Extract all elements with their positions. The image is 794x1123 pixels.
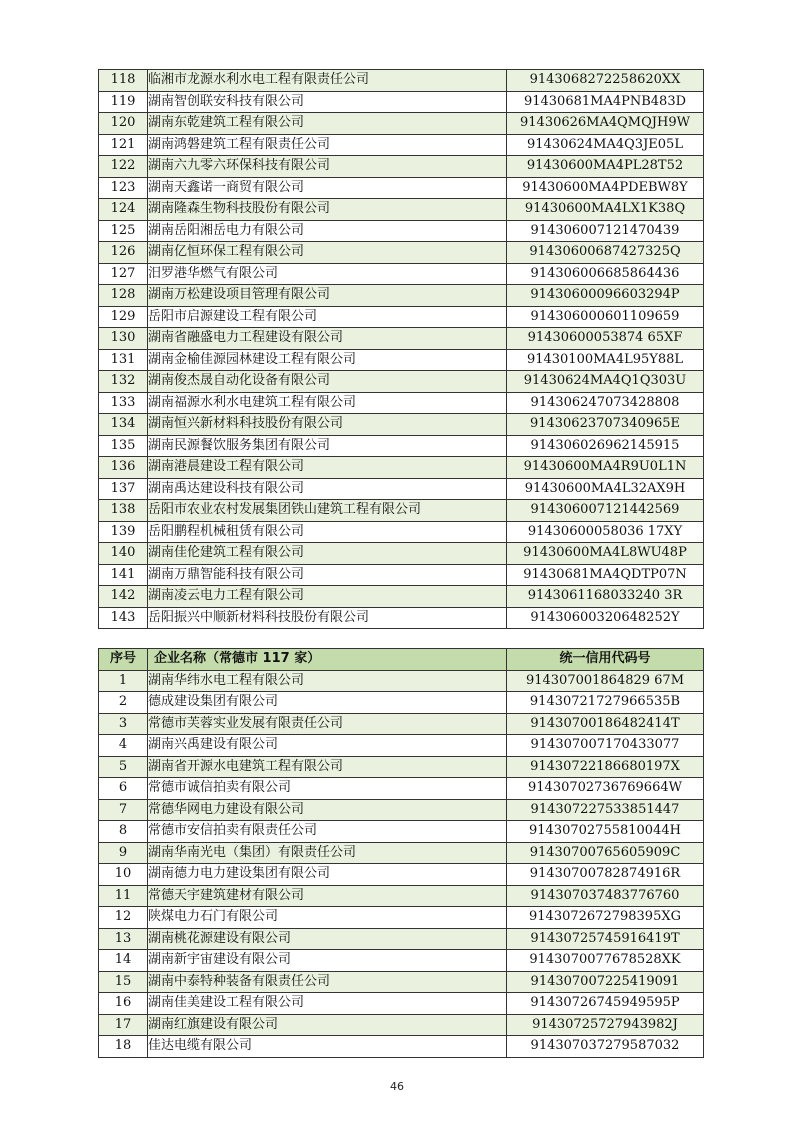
credit-code-cell: 91430600MA4PDEBW8Y	[507, 177, 704, 199]
credit-code-cell: 914307227533851447	[507, 799, 704, 821]
credit-code-cell: 9143068272258620XX	[507, 70, 704, 92]
table-header	[99, 649, 704, 671]
credit-code-cell: 9143072672798395XG	[507, 907, 704, 929]
company-name-cell: 湖南桃花源建设有限公司	[148, 928, 507, 950]
credit-code-cell: 91430623707340965E	[507, 414, 704, 436]
company-name-cell: 湖南佳伦建筑工程有限公司	[148, 543, 507, 565]
page-number: 46	[390, 1080, 404, 1093]
serial-number-cell: 12	[99, 907, 148, 929]
credit-code-cell: 91430600MA4LX1K38Q	[507, 199, 704, 221]
table-row	[99, 478, 704, 500]
table-row	[99, 971, 704, 993]
credit-code-cell: 914307037483776760	[507, 885, 704, 907]
serial-number-cell: 139	[99, 521, 148, 543]
serial-number-cell: 120	[99, 113, 148, 135]
serial-number-cell: 14	[99, 950, 148, 972]
enterprise-table-yueyang	[98, 69, 704, 629]
serial-number-cell: 118	[99, 70, 148, 92]
company-name-cell: 湖南华纬水电工程有限公司	[148, 670, 507, 692]
credit-code-cell: 91430700186482414T	[507, 713, 704, 735]
table-body	[99, 70, 704, 629]
credit-code-cell: 91430702755810044H	[507, 821, 704, 843]
table-row	[99, 993, 704, 1015]
company-name-cell: 岳阳市启源建设工程有限公司	[148, 306, 507, 328]
serial-number-cell: 11	[99, 885, 148, 907]
company-name-cell: 湖南金榆佳源园林建设工程有限公司	[148, 349, 507, 371]
credit-code-cell: 914306247073428808	[507, 392, 704, 414]
company-name-cell: 湖南天鑫诺一商贸有限公司	[148, 177, 507, 199]
credit-code-cell: 914307037279587032	[507, 1036, 704, 1058]
table-row	[99, 735, 704, 757]
serial-number-cell: 129	[99, 306, 148, 328]
serial-number-cell: 119	[99, 91, 148, 113]
table-row	[99, 928, 704, 950]
credit-code-cell: 914306026962145915	[507, 435, 704, 457]
company-name-cell: 陕煤电力石门有限公司	[148, 907, 507, 929]
company-name-cell: 湖南中泰特种装备有限责任公司	[148, 971, 507, 993]
serial-number-cell: 5	[99, 756, 148, 778]
serial-number-cell: 133	[99, 392, 148, 414]
table-row	[99, 134, 704, 156]
credit-code-cell: 91430624MA4Q1Q303U	[507, 371, 704, 393]
company-name-cell: 湖南新宇宙建设有限公司	[148, 950, 507, 972]
table-row	[99, 457, 704, 479]
company-name-cell: 湖南鸿磐建筑工程有限责任公司	[148, 134, 507, 156]
company-name-cell: 湖南岳阳湘岳电力有限公司	[148, 220, 507, 242]
table-row	[99, 713, 704, 735]
serial-number-cell: 135	[99, 435, 148, 457]
company-name-cell: 湖南俊杰晟自动化设备有限公司	[148, 371, 507, 393]
header-serial-number: 序号	[99, 649, 148, 671]
table-row	[99, 113, 704, 135]
serial-number-cell: 18	[99, 1036, 148, 1058]
serial-number-cell: 17	[99, 1014, 148, 1036]
table-row	[99, 70, 704, 92]
credit-code-cell: 91430624MA4Q3JE05L	[507, 134, 704, 156]
table-row	[99, 328, 704, 350]
table-row	[99, 778, 704, 800]
company-name-cell: 湖南兴禹建设有限公司	[148, 735, 507, 757]
table-row	[99, 435, 704, 457]
credit-code-cell: 9143070077678528XK	[507, 950, 704, 972]
company-name-cell: 湖南亿恒环保工程有限公司	[148, 242, 507, 264]
table-row	[99, 521, 704, 543]
table-row	[99, 864, 704, 886]
company-name-cell: 常德市芙蓉实业发展有限责任公司	[148, 713, 507, 735]
table-row	[99, 564, 704, 586]
company-name-cell: 湖南隆森生物科技股份有限公司	[148, 199, 507, 221]
table-row	[99, 607, 704, 629]
company-name-cell: 湖南华南光电（集团）有限责任公司	[148, 842, 507, 864]
table-row	[99, 349, 704, 371]
table-row	[99, 950, 704, 972]
credit-code-cell: 91430681MA4PNB483D	[507, 91, 704, 113]
company-name-cell: 德成建设集团有限公司	[148, 692, 507, 714]
serial-number-cell: 16	[99, 993, 148, 1015]
credit-code-cell: 914307007225419091	[507, 971, 704, 993]
serial-number-cell: 142	[99, 586, 148, 608]
serial-number-cell: 4	[99, 735, 148, 757]
enterprise-table-changde	[98, 648, 704, 1058]
credit-code-cell: 91430700782874916R	[507, 864, 704, 886]
serial-number-cell: 1	[99, 670, 148, 692]
company-name-cell: 湖南凌云电力工程有限公司	[148, 586, 507, 608]
company-name-cell: 湖南万松建设项目管理有限公司	[148, 285, 507, 307]
credit-code-cell: 91430725745916419T	[507, 928, 704, 950]
credit-code-cell: 914307007170433077	[507, 735, 704, 757]
table-row	[99, 414, 704, 436]
serial-number-cell: 3	[99, 713, 148, 735]
table-row	[99, 543, 704, 565]
serial-number-cell: 131	[99, 349, 148, 371]
table-row	[99, 1014, 704, 1036]
serial-number-cell: 10	[99, 864, 148, 886]
company-name-cell: 湖南省开源水电建筑工程有限公司	[148, 756, 507, 778]
company-name-cell: 湖南港晨建设工程有限公司	[148, 457, 507, 479]
table-row	[99, 842, 704, 864]
serial-number-cell: 7	[99, 799, 148, 821]
serial-number-cell: 136	[99, 457, 148, 479]
credit-code-cell: 91430600320648252Y	[507, 607, 704, 629]
credit-code-cell: 91430600MA4L8WU48P	[507, 543, 704, 565]
company-name-cell: 岳阳市农业农村发展集团铁山建筑工程有限公司	[148, 500, 507, 522]
serial-number-cell: 127	[99, 263, 148, 285]
table-row	[99, 756, 704, 778]
table-row	[99, 177, 704, 199]
credit-code-cell: 91430600058036 17XY	[507, 521, 704, 543]
serial-number-cell: 125	[99, 220, 148, 242]
serial-number-cell: 141	[99, 564, 148, 586]
serial-number-cell: 134	[99, 414, 148, 436]
serial-number-cell: 121	[99, 134, 148, 156]
credit-code-cell: 914306006685864436	[507, 263, 704, 285]
credit-code-cell: 91430681MA4QDTP07N	[507, 564, 704, 586]
credit-code-cell: 91430721727966535B	[507, 692, 704, 714]
company-name-cell: 临湘市龙源水利水电工程有限责任公司	[148, 70, 507, 92]
credit-code-cell: 91430722186680197X	[507, 756, 704, 778]
credit-code-cell: 91430600096603294P	[507, 285, 704, 307]
serial-number-cell: 8	[99, 821, 148, 843]
credit-code-cell: 91430600687427325Q	[507, 242, 704, 264]
table-row	[99, 885, 704, 907]
table-row	[99, 586, 704, 608]
table-row	[99, 500, 704, 522]
credit-code-cell: 91430700765605909C	[507, 842, 704, 864]
company-name-cell: 湖南福源水利水电建筑工程有限公司	[148, 392, 507, 414]
header-company-name: 企业名称（常德市 117 家）	[148, 649, 507, 671]
credit-code-cell: 91430100MA4L95Y88L	[507, 349, 704, 371]
header-credit-code: 统一信用代码号	[507, 649, 704, 671]
company-name-cell: 湖南民源餐饮服务集团有限公司	[148, 435, 507, 457]
company-name-cell: 常德市安信拍卖有限责任公司	[148, 821, 507, 843]
table-row	[99, 1036, 704, 1058]
table-row	[99, 799, 704, 821]
company-name-cell: 湖南佳美建设工程有限公司	[148, 993, 507, 1015]
company-name-cell: 常德市诚信拍卖有限公司	[148, 778, 507, 800]
credit-code-cell: 91430600053874 65XF	[507, 328, 704, 350]
serial-number-cell: 128	[99, 285, 148, 307]
credit-code-cell: 914307001864829 67M	[507, 670, 704, 692]
serial-number-cell: 130	[99, 328, 148, 350]
credit-code-cell: 914306000601109659	[507, 306, 704, 328]
header-row	[99, 649, 704, 671]
company-name-cell: 岳阳鹏程机械租赁有限公司	[148, 521, 507, 543]
company-name-cell: 湖南六九零六环保科技有限公司	[148, 156, 507, 178]
company-name-cell: 常德天宇建筑建材有限公司	[148, 885, 507, 907]
serial-number-cell: 13	[99, 928, 148, 950]
table-row	[99, 692, 704, 714]
company-name-cell: 湖南东乾建筑工程有限公司	[148, 113, 507, 135]
serial-number-cell: 132	[99, 371, 148, 393]
credit-code-cell: 91430600MA4R9U0L1N	[507, 457, 704, 479]
serial-number-cell: 2	[99, 692, 148, 714]
company-name-cell: 岳阳振兴中顺新材料科技股份有限公司	[148, 607, 507, 629]
company-name-cell: 湖南红旗建设有限公司	[148, 1014, 507, 1036]
table-row	[99, 220, 704, 242]
table-row	[99, 821, 704, 843]
company-name-cell: 湖南万鼎智能科技有限公司	[148, 564, 507, 586]
table-row	[99, 156, 704, 178]
company-name-cell: 湖南省融盛电力工程建设有限公司	[148, 328, 507, 350]
serial-number-cell: 124	[99, 199, 148, 221]
serial-number-cell: 140	[99, 543, 148, 565]
table-row	[99, 263, 704, 285]
credit-code-cell: 91430702736769664W	[507, 778, 704, 800]
company-name-cell: 佳达电缆有限公司	[148, 1036, 507, 1058]
credit-code-cell: 914306007121470439	[507, 220, 704, 242]
credit-code-cell: 91430726745949595P	[507, 993, 704, 1015]
serial-number-cell: 122	[99, 156, 148, 178]
table-row	[99, 907, 704, 929]
serial-number-cell: 9	[99, 842, 148, 864]
serial-number-cell: 138	[99, 500, 148, 522]
credit-code-cell: 91430600MA4L32AX9H	[507, 478, 704, 500]
table-row	[99, 242, 704, 264]
table-row	[99, 392, 704, 414]
company-name-cell: 湖南禹达建设科技有限公司	[148, 478, 507, 500]
credit-code-cell: 9143061168033240 3R	[507, 586, 704, 608]
credit-code-cell: 91430600MA4PL28T52	[507, 156, 704, 178]
table-row	[99, 285, 704, 307]
serial-number-cell: 6	[99, 778, 148, 800]
table-row	[99, 199, 704, 221]
serial-number-cell: 143	[99, 607, 148, 629]
serial-number-cell: 15	[99, 971, 148, 993]
table-row	[99, 670, 704, 692]
serial-number-cell: 126	[99, 242, 148, 264]
table-body	[99, 670, 704, 1057]
company-name-cell: 湖南智创联安科技有限公司	[148, 91, 507, 113]
table-row	[99, 91, 704, 113]
serial-number-cell: 123	[99, 177, 148, 199]
company-name-cell: 常德华网电力建设有限公司	[148, 799, 507, 821]
company-name-cell: 湖南恒兴新材料科技股份有限公司	[148, 414, 507, 436]
company-name-cell: 汨罗港华燃气有限公司	[148, 263, 507, 285]
credit-code-cell: 91430725727943982J	[507, 1014, 704, 1036]
credit-code-cell: 91430626MA4QMQJH9W	[507, 113, 704, 135]
table-row	[99, 371, 704, 393]
company-name-cell: 湖南德力电力建设集团有限公司	[148, 864, 507, 886]
serial-number-cell: 137	[99, 478, 148, 500]
table-row	[99, 306, 704, 328]
credit-code-cell: 914306007121442569	[507, 500, 704, 522]
